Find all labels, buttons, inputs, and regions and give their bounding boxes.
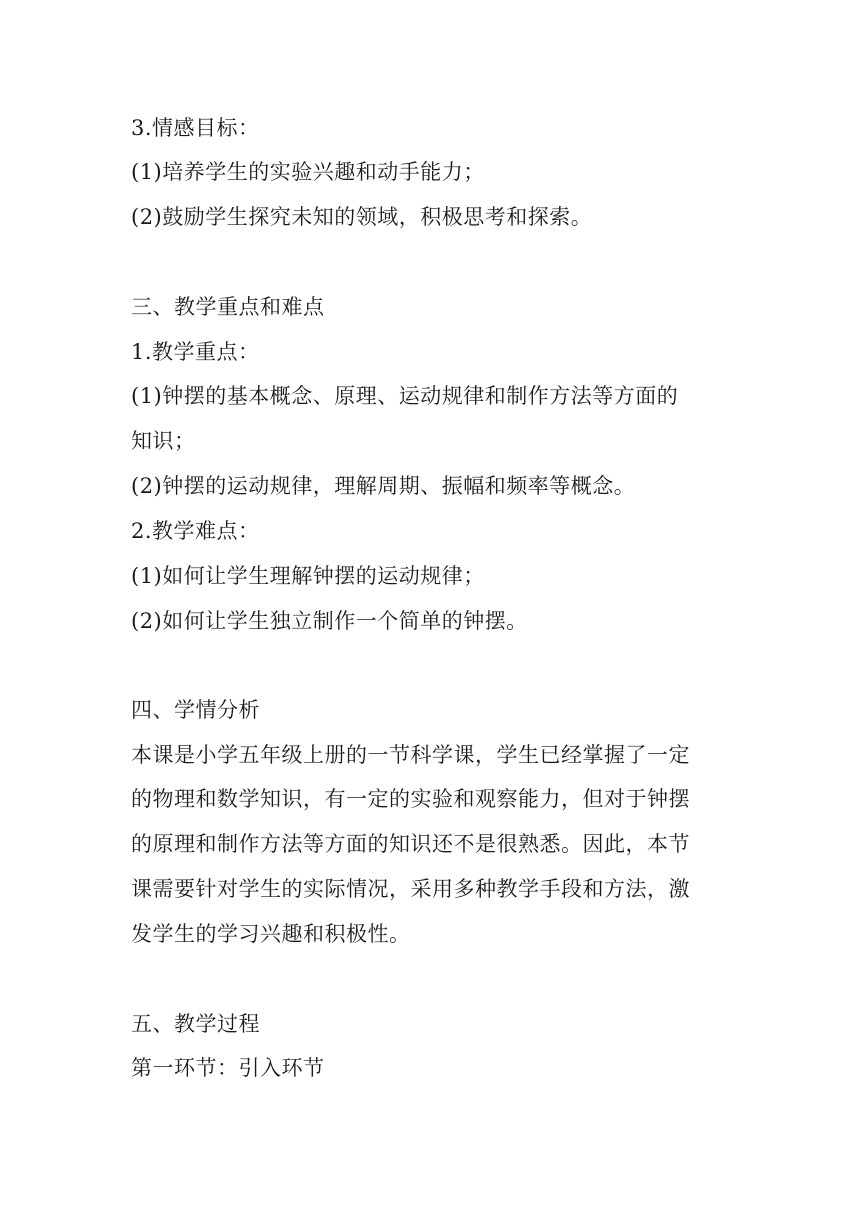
list-item: (2)如何让学生独立制作一个简单的钟摆。 <box>131 609 528 633</box>
list-item: (1)如何让学生理解钟摆的运动规律； <box>131 564 485 588</box>
subsection-heading-difficulties: 2.教学难点： <box>131 519 260 543</box>
paragraph-line: 的物理和数学知识，有一定的实验和观察能力，但对于钟摆 <box>131 787 690 811</box>
list-item: (2)鼓励学生探究未知的领域，积极思考和探索。 <box>131 205 593 229</box>
section-heading-key-points: 三、教学重点和难点 <box>131 295 325 319</box>
list-item: (1)钟摆的基本概念、原理、运动规律和制作方法等方面的 <box>131 384 679 408</box>
subsection-heading-first-stage: 第一环节：引入环节 <box>131 1056 325 1080</box>
paragraph-line: 的原理和制作方法等方面的知识还不是很熟悉。因此，本节 <box>131 832 690 856</box>
paragraph-line: 发学生的学习兴趣和积极性。 <box>131 922 411 946</box>
list-item: (1)培养学生的实验兴趣和动手能力； <box>131 160 485 184</box>
list-item-continuation: 知识； <box>131 429 196 453</box>
paragraph-line: 课需要针对学生的实际情况，采用多种教学手段和方法，激 <box>131 877 690 901</box>
list-item: (2)钟摆的运动规律，理解周期、振幅和频率等概念。 <box>131 474 636 498</box>
subsection-heading-emotional-goals: 3.情感目标： <box>131 116 260 140</box>
subsection-heading-key-points: 1.教学重点： <box>131 340 260 364</box>
section-heading-teaching-process: 五、教学过程 <box>131 1012 260 1036</box>
paragraph-line: 本课是小学五年级上册的一节科学课，学生已经掌握了一定 <box>131 743 690 767</box>
section-heading-learner-analysis: 四、学情分析 <box>131 698 260 722</box>
